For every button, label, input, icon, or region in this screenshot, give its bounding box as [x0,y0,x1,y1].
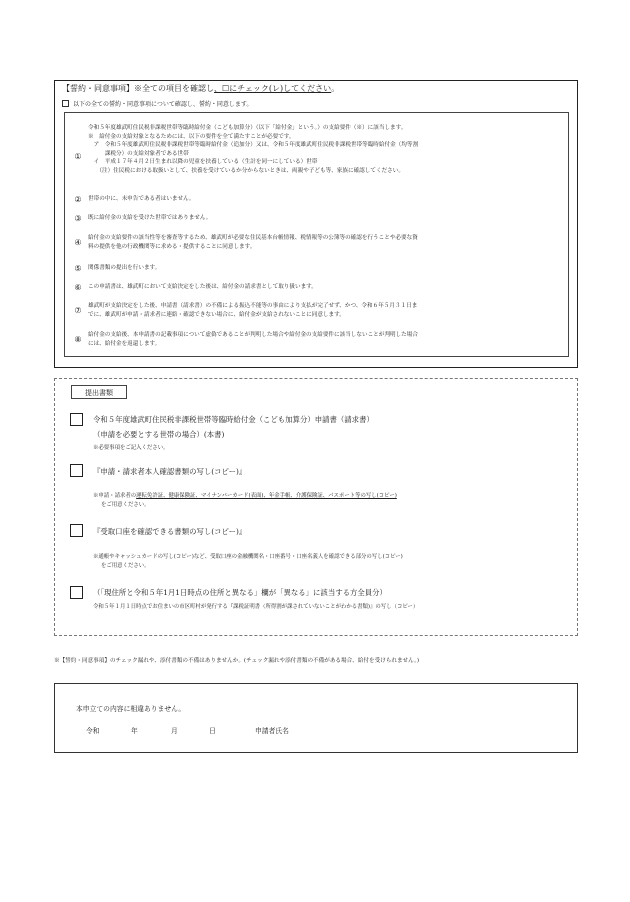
item-1-number: ① [74,152,82,161]
doc4-checkbox[interactable] [70,586,83,599]
doc1-checkbox[interactable] [70,413,83,426]
documents-label: 提出書類 [71,385,127,399]
item-5-number: ⑤ [74,264,82,273]
doc3-checkbox[interactable] [70,524,83,537]
pledge-heading-prefix: 【誓約・同意事項】※全ての項目を確認し [62,84,214,93]
agree-row[interactable] [62,99,252,108]
pledge-heading [62,83,339,94]
declaration-text: 本申立ての内容に相違ありません。 [76,705,186,713]
doc1-title: 令和５年度雄武町住民税非課税世帯等臨時給付金（こども加算分）申請書（請求書） [93,415,374,424]
doc3-note: ※通帳やキャッシュカードの写し(コピー)など、受取口座の金融機関名・口座番号・口座名義人を確認できる部分の写し(コピー) [93,554,403,560]
item-6-number: ⑥ [74,283,82,292]
declaration-section [54,683,578,753]
pledge-heading-underlined: 、☐にチェック(レ)してください [214,84,332,93]
item-1-text: 令和５年度雄武町住民税非課税世帯等臨時給付金（こども加算分）（以下「給付金」という。）の支給要件（※）に該当します。 ※ 給付金の支給対象となるためには、以下の要件を全て満たすことが必要です。 ア 令和５年度雄武町住民税非課税世帯等臨時給付金（追加分）又は、令和５年度雄武町住民税非課税世帯等臨時給付金（均等割 課税分）の支給対象者である世帯 イ 平成１７年４月２日生まれ以降の児童を扶養している（生計を同一にしている）世帯 （注）住民税における取扱いとして、扶養を受けているか分からないときは、両親や子ども等、家族に確認してください。 [88,125,419,174]
doc2-checkbox[interactable] [70,464,83,477]
doc4-note: 令和５年１月１日時点でお住まいの市区町村が発行する『課税証明書（所得割が課されていないことがわかる書類)』の写し（コピー） [93,604,419,610]
date-year: 年 [131,727,138,735]
doc4-title: （「現住所と令和５年1月1日時点の住所と異なる」欄が「異なる」に該当する方全員分） [93,588,387,597]
item-8-number: ⑧ [74,335,82,344]
doc1-note: ※必要事項をご記入ください。 [93,445,169,451]
doc3-note-2: をご用意ください。 [101,563,150,569]
warning-text: ※【誓約・同意事項】のチェック漏れや、添付書類の不備はありませんか。(チェック漏れや添付書類の不備がある場合、給付を受けられません。) [54,658,420,664]
item-2-text: 世帯の中に、未申告である者はいません。 [88,196,195,202]
item-2-number: ② [74,195,82,204]
doc3-title: 『受取口座を確認できる書類の写し(コピー)』 [93,527,247,536]
item-4-number: ④ [74,238,82,247]
doc2-title: 『申請・請求者本人確認書類の写し(コピー)』 [93,467,247,476]
date-day: 日 [209,727,216,735]
item-8-text: 給付金の支給後、本申請書の記載事項について虚偽であることが判明した場合や給付金の支給要件に該当しないことが判明した場合 には、給付金を返還します。 [88,332,418,347]
item-7-text: 雄武町が支給決定をした後、申請書（請求書）の不備による振込不能等の事由により支払が完了せず、かつ、令和６年５月３１日ま でに、雄武町が申請・請求者に連絡・確認できない場合に、給付金が支給されないことに同意します。 [88,303,418,318]
doc1-subtitle: （申請を必要とする世帯の場合）(本書) [93,430,225,439]
item-6-text: この申請書は、雄武町において支給決定をした後は、給付金の請求書として取り扱います。 [88,284,317,290]
agree-text: 以下の全ての誓約・同意事項について確認し、誓約・同意します。 [73,101,253,108]
date-era: 令和 [86,727,100,735]
doc2-note: ※申請・請求者の運転免許証、健康保険証、マイナンバーカード(表面)、年金手帳、介護保険証、パスポート等の写し(コピー) [93,493,397,499]
agree-checkbox[interactable] [62,100,69,107]
item-3-number: ③ [74,214,82,223]
signer-label: 申請者氏名 [255,727,289,735]
item-7-number: ⑦ [74,306,82,315]
item-5-text: 関係書類の提出を行います。 [88,265,161,271]
pledge-heading-suffix: 。 [331,84,340,93]
item-3-text: 既に給付金の支給を受けた世帯ではありません。 [88,215,212,221]
date-month: 月 [171,727,178,735]
doc2-note-2: をご用意ください。 [101,502,150,508]
item-4-text: 給付金の支給要件の該当性等を審査等するため、雄武町が必要な住民基本台帳情報、税情報等の公簿等の確認を行うことや必要な資 料の提供を他の行政機関等に求める・提供することに同意します。 [88,235,418,250]
